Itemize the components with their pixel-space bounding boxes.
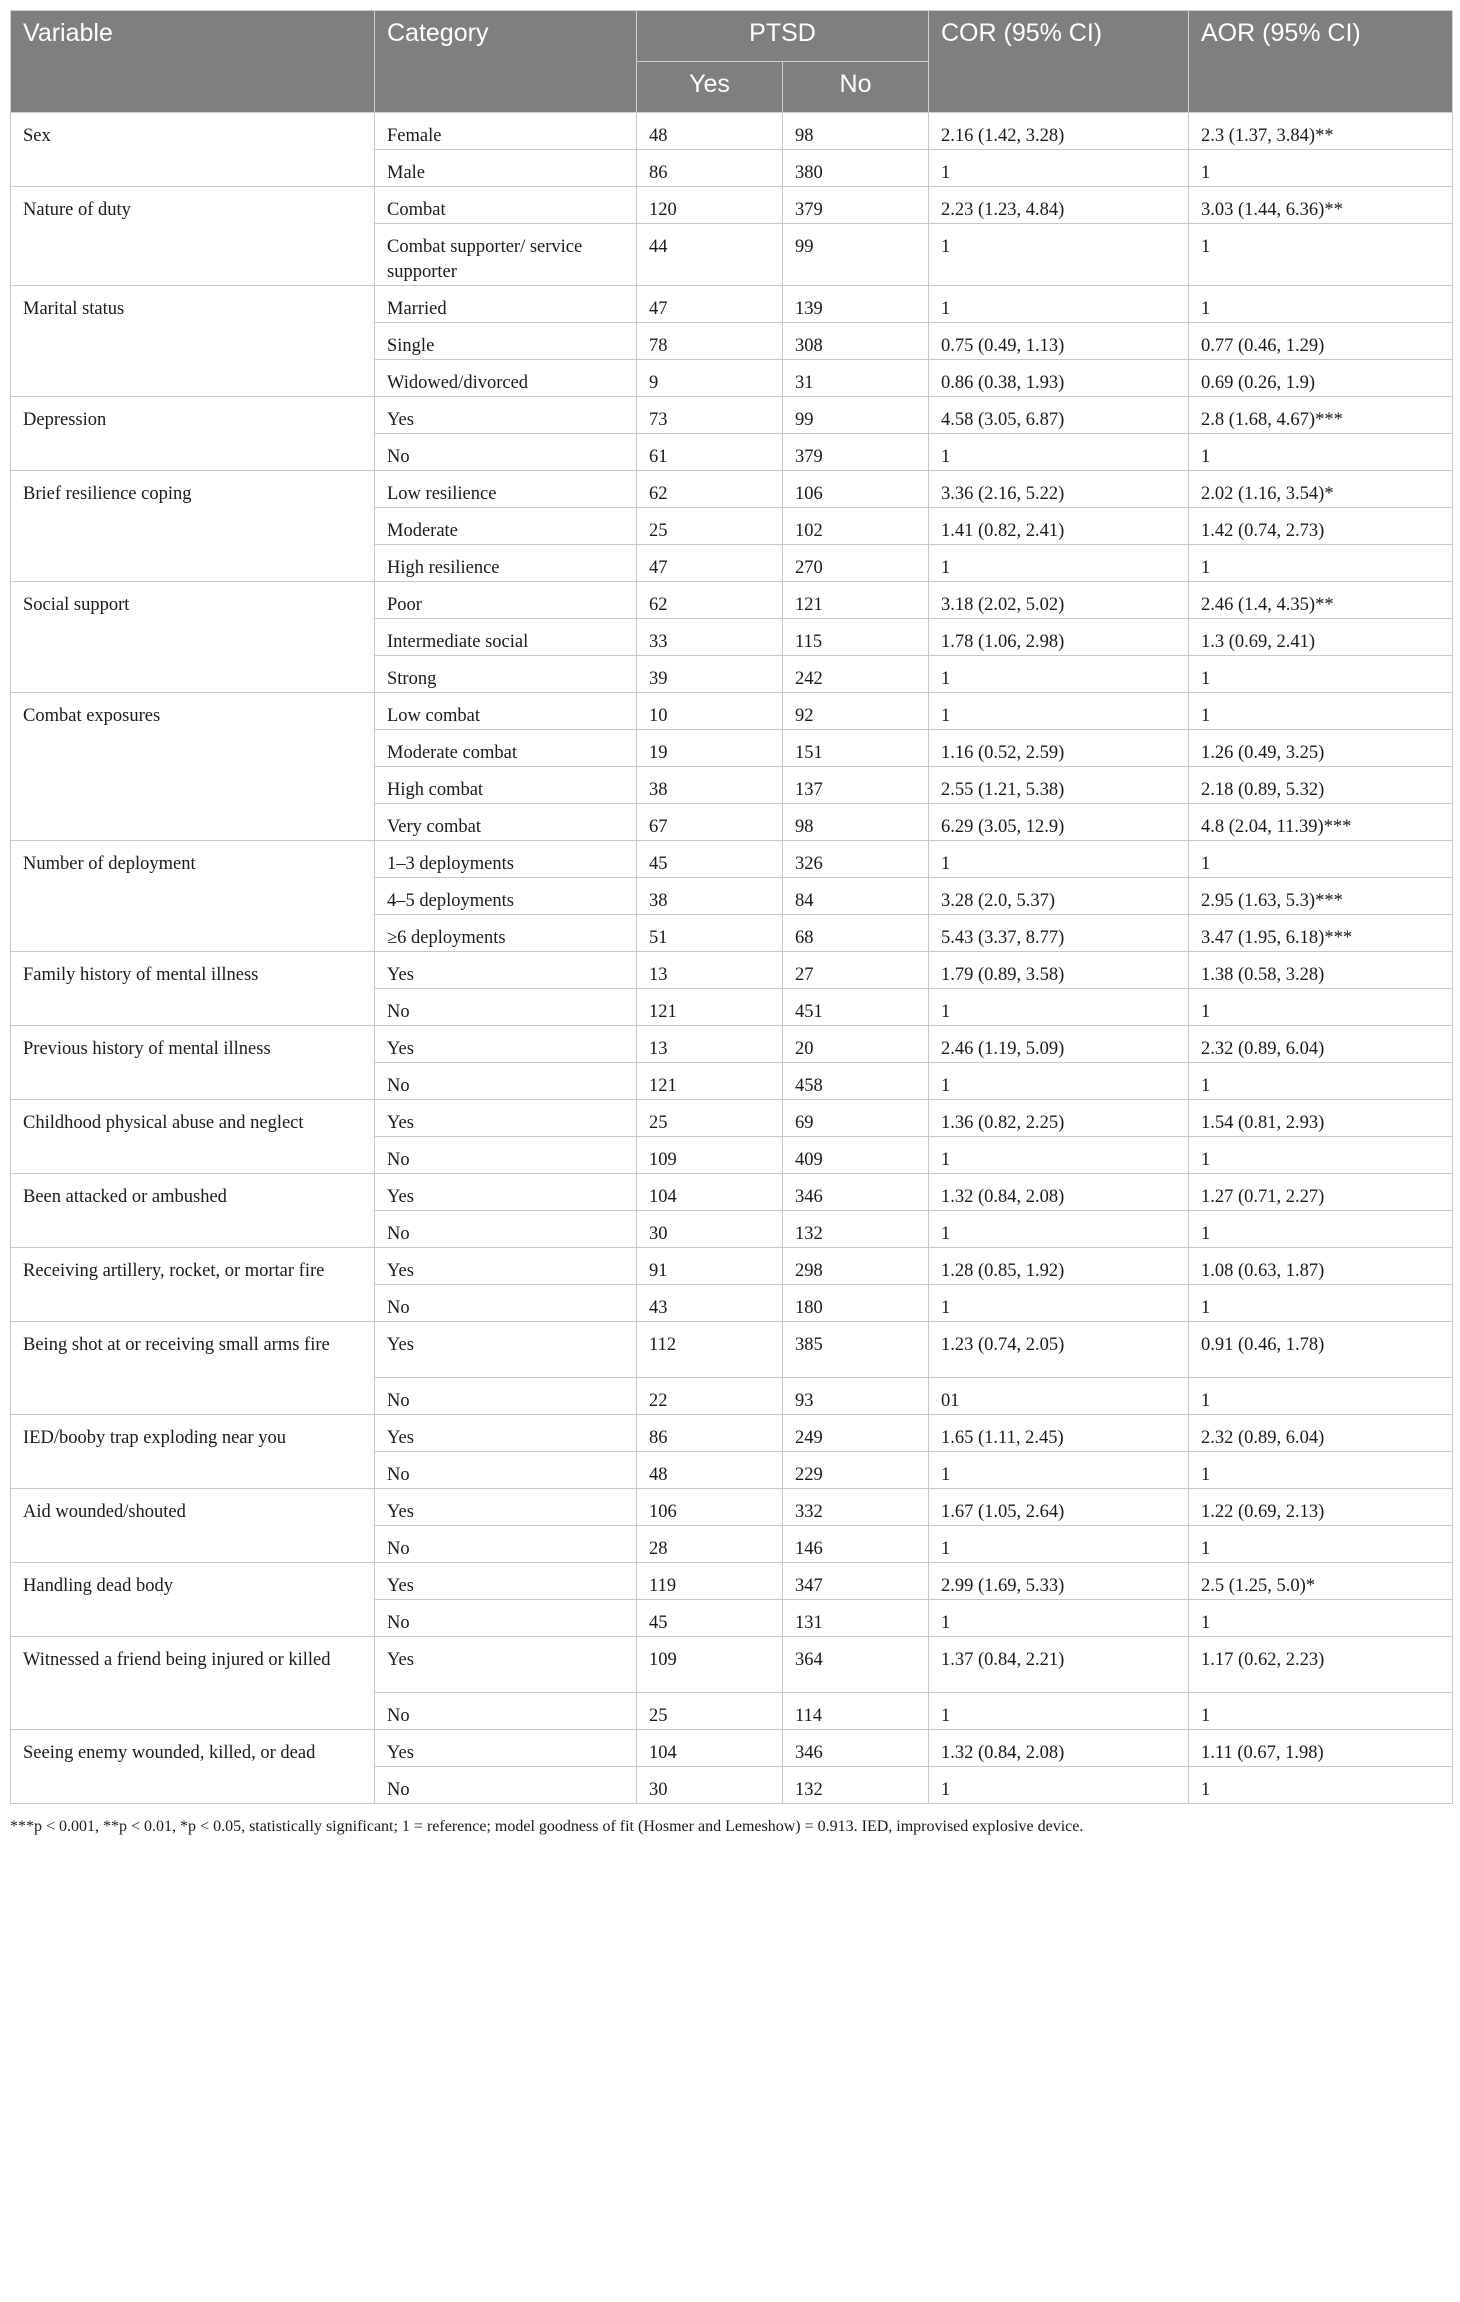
table-row: [11, 286, 1453, 323]
aor-cell: 2.95 (1.63, 5.3)***: [1189, 878, 1453, 915]
no-cell: 458: [783, 1063, 929, 1100]
aor-cell: 1.38 (0.58, 3.28): [1189, 952, 1453, 989]
yes-cell: 13: [637, 952, 783, 989]
aor-cell: 2.3 (1.37, 3.84)**: [1189, 113, 1453, 150]
cor-cell: 1: [929, 545, 1189, 582]
yes-cell: 120: [637, 187, 783, 224]
table-row: [11, 582, 1453, 619]
table-row: [11, 952, 1453, 989]
aor-cell: 2.5 (1.25, 5.0)*: [1189, 1563, 1453, 1600]
aor-cell: 0.77 (0.46, 1.29): [1189, 323, 1453, 360]
yes-cell: 39: [637, 656, 783, 693]
category-cell: Yes: [375, 1489, 637, 1526]
no-cell: 68: [783, 915, 929, 952]
cor-cell: 1.16 (0.52, 2.59): [929, 730, 1189, 767]
cor-cell: 1: [929, 150, 1189, 187]
aor-cell: 1.27 (0.71, 2.27): [1189, 1174, 1453, 1211]
no-cell: 346: [783, 1730, 929, 1767]
category-cell: Yes: [375, 1248, 637, 1285]
cor-cell: 6.29 (3.05, 12.9): [929, 804, 1189, 841]
yes-cell: 104: [637, 1174, 783, 1211]
cor-cell: 2.16 (1.42, 3.28): [929, 113, 1189, 150]
cor-cell: 1: [929, 693, 1189, 730]
yes-cell: 121: [637, 1063, 783, 1100]
no-cell: 409: [783, 1137, 929, 1174]
cor-cell: 1: [929, 1063, 1189, 1100]
aor-cell: 1: [1189, 1693, 1453, 1730]
yes-cell: 43: [637, 1285, 783, 1322]
cor-cell: 1: [929, 1285, 1189, 1322]
table-footnote: ***p < 0.001, **p < 0.01, *p < 0.05, statistically significant; 1 = reference; model goodness of fit (Hosmer and Lemeshow) = 0.913. IED, improvised explosive device.: [10, 1818, 1084, 1835]
yes-cell: 25: [637, 1693, 783, 1730]
no-cell: 132: [783, 1767, 929, 1804]
aor-cell: 2.32 (0.89, 6.04): [1189, 1415, 1453, 1452]
aor-cell: 1: [1189, 434, 1453, 471]
category-cell: Very combat: [375, 804, 637, 841]
category-cell: Single: [375, 323, 637, 360]
no-cell: 379: [783, 187, 929, 224]
cor-cell: 1: [929, 1137, 1189, 1174]
table-row: [11, 1415, 1453, 1452]
category-cell: Yes: [375, 397, 637, 434]
yes-cell: 30: [637, 1211, 783, 1248]
aor-cell: 1: [1189, 989, 1453, 1026]
cor-cell: 1: [929, 1693, 1189, 1730]
aor-cell: 1.54 (0.81, 2.93): [1189, 1100, 1453, 1137]
table-row: [11, 1322, 1453, 1378]
cor-cell: 1.37 (0.84, 2.21): [929, 1637, 1189, 1693]
category-cell: Intermediate social: [375, 619, 637, 656]
yes-cell: 48: [637, 1452, 783, 1489]
yes-cell: 33: [637, 619, 783, 656]
category-cell: High combat: [375, 767, 637, 804]
no-cell: 92: [783, 693, 929, 730]
no-cell: 98: [783, 804, 929, 841]
category-cell: No: [375, 1526, 637, 1563]
aor-cell: 2.8 (1.68, 4.67)***: [1189, 397, 1453, 434]
yes-cell: 78: [637, 323, 783, 360]
cor-cell: 1: [929, 989, 1189, 1026]
variable-cell: Sex: [11, 113, 375, 187]
variable-cell: Aid wounded/shouted: [11, 1489, 375, 1563]
category-cell: Yes: [375, 1174, 637, 1211]
cor-cell: 1.28 (0.85, 1.92): [929, 1248, 1189, 1285]
variable-cell: Depression: [11, 397, 375, 471]
variable-cell: Seeing enemy wounded, killed, or dead: [11, 1730, 375, 1804]
yes-cell: 73: [637, 397, 783, 434]
yes-cell: 22: [637, 1378, 783, 1415]
category-cell: Yes: [375, 1563, 637, 1600]
category-cell: Moderate: [375, 508, 637, 545]
yes-cell: 13: [637, 1026, 783, 1063]
cor-cell: 1.41 (0.82, 2.41): [929, 508, 1189, 545]
cor-cell: 5.43 (3.37, 8.77): [929, 915, 1189, 952]
table-row: [11, 397, 1453, 434]
table-body: [11, 113, 1453, 1804]
yes-cell: 38: [637, 878, 783, 915]
no-cell: 93: [783, 1378, 929, 1415]
table-row: [11, 113, 1453, 150]
yes-cell: 104: [637, 1730, 783, 1767]
cor-cell: 1: [929, 434, 1189, 471]
no-cell: 326: [783, 841, 929, 878]
variable-cell: Family history of mental illness: [11, 952, 375, 1026]
aor-cell: 1: [1189, 656, 1453, 693]
aor-cell: 2.32 (0.89, 6.04): [1189, 1026, 1453, 1063]
table-row: [11, 1100, 1453, 1137]
aor-cell: 1: [1189, 150, 1453, 187]
aor-cell: 1: [1189, 1137, 1453, 1174]
yes-cell: 112: [637, 1322, 783, 1378]
yes-cell: 119: [637, 1563, 783, 1600]
aor-cell: 2.18 (0.89, 5.32): [1189, 767, 1453, 804]
cor-cell: 2.46 (1.19, 5.09): [929, 1026, 1189, 1063]
no-cell: 131: [783, 1600, 929, 1637]
no-cell: 380: [783, 150, 929, 187]
yes-cell: 106: [637, 1489, 783, 1526]
yes-cell: 91: [637, 1248, 783, 1285]
yes-cell: 61: [637, 434, 783, 471]
cor-cell: 1.32 (0.84, 2.08): [929, 1174, 1189, 1211]
aor-cell: 2.46 (1.4, 4.35)**: [1189, 582, 1453, 619]
aor-cell: 1: [1189, 1063, 1453, 1100]
category-cell: Female: [375, 113, 637, 150]
header-cor: COR (95% CI): [929, 11, 1189, 113]
table-row: [11, 1248, 1453, 1285]
aor-cell: 1: [1189, 545, 1453, 582]
aor-cell: 1: [1189, 1211, 1453, 1248]
no-cell: 99: [783, 397, 929, 434]
no-cell: 332: [783, 1489, 929, 1526]
yes-cell: 48: [637, 113, 783, 150]
category-cell: No: [375, 989, 637, 1026]
header-ptsd-no: No: [783, 62, 929, 113]
aor-cell: 3.47 (1.95, 6.18)***: [1189, 915, 1453, 952]
no-cell: 27: [783, 952, 929, 989]
category-cell: Moderate combat: [375, 730, 637, 767]
yes-cell: 10: [637, 693, 783, 730]
variable-cell: Marital status: [11, 286, 375, 397]
cor-cell: 1.23 (0.74, 2.05): [929, 1322, 1189, 1378]
yes-cell: 109: [637, 1637, 783, 1693]
category-cell: Widowed/divorced: [375, 360, 637, 397]
cor-cell: 3.28 (2.0, 5.37): [929, 878, 1189, 915]
table-row: [11, 1730, 1453, 1767]
yes-cell: 121: [637, 989, 783, 1026]
cor-cell: 1: [929, 1600, 1189, 1637]
no-cell: 99: [783, 224, 929, 286]
yes-cell: 9: [637, 360, 783, 397]
yes-cell: 109: [637, 1137, 783, 1174]
category-cell: Yes: [375, 1100, 637, 1137]
category-cell: Poor: [375, 582, 637, 619]
category-cell: High resilience: [375, 545, 637, 582]
cor-cell: 1: [929, 286, 1189, 323]
no-cell: 102: [783, 508, 929, 545]
category-cell: Yes: [375, 1322, 637, 1378]
category-cell: Low combat: [375, 693, 637, 730]
category-cell: ≥6 deployments: [375, 915, 637, 952]
cor-cell: 1: [929, 841, 1189, 878]
no-cell: 121: [783, 582, 929, 619]
aor-cell: 1: [1189, 1452, 1453, 1489]
no-cell: 249: [783, 1415, 929, 1452]
variable-cell: Receiving artillery, rocket, or mortar fire: [11, 1248, 375, 1322]
category-cell: Strong: [375, 656, 637, 693]
category-cell: Yes: [375, 1637, 637, 1693]
no-cell: 151: [783, 730, 929, 767]
aor-cell: 1: [1189, 1378, 1453, 1415]
category-cell: Low resilience: [375, 471, 637, 508]
no-cell: 98: [783, 113, 929, 150]
cor-cell: 1: [929, 1211, 1189, 1248]
category-cell: Yes: [375, 952, 637, 989]
aor-cell: 0.91 (0.46, 1.78): [1189, 1322, 1453, 1378]
category-cell: Yes: [375, 1026, 637, 1063]
cor-cell: 1.32 (0.84, 2.08): [929, 1730, 1189, 1767]
category-cell: 1–3 deployments: [375, 841, 637, 878]
category-cell: No: [375, 1452, 637, 1489]
cor-cell: 1.36 (0.82, 2.25): [929, 1100, 1189, 1137]
cor-cell: 2.99 (1.69, 5.33): [929, 1563, 1189, 1600]
cor-cell: 1.78 (1.06, 2.98): [929, 619, 1189, 656]
yes-cell: 44: [637, 224, 783, 286]
no-cell: 451: [783, 989, 929, 1026]
cor-cell: 1: [929, 224, 1189, 286]
no-cell: 146: [783, 1526, 929, 1563]
no-cell: 364: [783, 1637, 929, 1693]
table-container: [10, 10, 1452, 1836]
category-cell: No: [375, 1767, 637, 1804]
cor-cell: 1: [929, 1452, 1189, 1489]
cor-cell: 2.55 (1.21, 5.38): [929, 767, 1189, 804]
no-cell: 298: [783, 1248, 929, 1285]
no-cell: 84: [783, 878, 929, 915]
aor-cell: 1.08 (0.63, 1.87): [1189, 1248, 1453, 1285]
table-row: [11, 693, 1453, 730]
table-row: [11, 471, 1453, 508]
yes-cell: 19: [637, 730, 783, 767]
aor-cell: 1.11 (0.67, 1.98): [1189, 1730, 1453, 1767]
ptsd-regression-table: [10, 10, 1453, 1804]
no-cell: 115: [783, 619, 929, 656]
variable-cell: IED/booby trap exploding near you: [11, 1415, 375, 1489]
category-cell: No: [375, 1693, 637, 1730]
table-row: [11, 1637, 1453, 1693]
aor-cell: 1: [1189, 1600, 1453, 1637]
no-cell: 69: [783, 1100, 929, 1137]
no-cell: 106: [783, 471, 929, 508]
cor-cell: 1.79 (0.89, 3.58): [929, 952, 1189, 989]
aor-cell: 1: [1189, 1767, 1453, 1804]
no-cell: 346: [783, 1174, 929, 1211]
variable-cell: Been attacked or ambushed: [11, 1174, 375, 1248]
cor-cell: 1: [929, 656, 1189, 693]
no-cell: 242: [783, 656, 929, 693]
header-category: Category: [375, 11, 637, 113]
aor-cell: 1: [1189, 224, 1453, 286]
no-cell: 132: [783, 1211, 929, 1248]
cor-cell: 4.58 (3.05, 6.87): [929, 397, 1189, 434]
header-ptsd: PTSD: [637, 11, 929, 62]
variable-cell: Previous history of mental illness: [11, 1026, 375, 1100]
cor-cell: 3.36 (2.16, 5.22): [929, 471, 1189, 508]
yes-cell: 86: [637, 150, 783, 187]
yes-cell: 25: [637, 508, 783, 545]
yes-cell: 45: [637, 841, 783, 878]
table-row: [11, 841, 1453, 878]
cor-cell: 0.75 (0.49, 1.13): [929, 323, 1189, 360]
yes-cell: 30: [637, 1767, 783, 1804]
table-row: [11, 1563, 1453, 1600]
category-cell: Yes: [375, 1415, 637, 1452]
aor-cell: 1.3 (0.69, 2.41): [1189, 619, 1453, 656]
table-row: [11, 1026, 1453, 1063]
table-header: [11, 11, 1453, 113]
table-row: [11, 1489, 1453, 1526]
aor-cell: 1.26 (0.49, 3.25): [1189, 730, 1453, 767]
cor-cell: 0.86 (0.38, 1.93): [929, 360, 1189, 397]
aor-cell: 1: [1189, 1526, 1453, 1563]
variable-cell: Social support: [11, 582, 375, 693]
aor-cell: 1.17 (0.62, 2.23): [1189, 1637, 1453, 1693]
variable-cell: Brief resilience coping: [11, 471, 375, 582]
category-cell: No: [375, 1137, 637, 1174]
aor-cell: 2.02 (1.16, 3.54)*: [1189, 471, 1453, 508]
category-cell: No: [375, 434, 637, 471]
category-cell: 4–5 deployments: [375, 878, 637, 915]
yes-cell: 28: [637, 1526, 783, 1563]
no-cell: 229: [783, 1452, 929, 1489]
no-cell: 139: [783, 286, 929, 323]
aor-cell: 1: [1189, 841, 1453, 878]
category-cell: Combat supporter/ service supporter: [375, 224, 637, 286]
header-ptsd-yes: Yes: [637, 62, 783, 113]
category-cell: No: [375, 1378, 637, 1415]
variable-cell: Being shot at or receiving small arms fire: [11, 1322, 375, 1415]
no-cell: 385: [783, 1322, 929, 1378]
cor-cell: 01: [929, 1378, 1189, 1415]
variable-cell: Combat exposures: [11, 693, 375, 841]
category-cell: No: [375, 1285, 637, 1322]
category-cell: Married: [375, 286, 637, 323]
no-cell: 31: [783, 360, 929, 397]
category-cell: Male: [375, 150, 637, 187]
aor-cell: 1.22 (0.69, 2.13): [1189, 1489, 1453, 1526]
category-cell: No: [375, 1211, 637, 1248]
no-cell: 20: [783, 1026, 929, 1063]
aor-cell: 4.8 (2.04, 11.39)***: [1189, 804, 1453, 841]
yes-cell: 86: [637, 1415, 783, 1452]
cor-cell: 2.23 (1.23, 4.84): [929, 187, 1189, 224]
yes-cell: 47: [637, 286, 783, 323]
yes-cell: 62: [637, 471, 783, 508]
aor-cell: 1: [1189, 1285, 1453, 1322]
variable-cell: Handling dead body: [11, 1563, 375, 1637]
no-cell: 379: [783, 434, 929, 471]
aor-cell: 3.03 (1.44, 6.36)**: [1189, 187, 1453, 224]
cor-cell: 1: [929, 1526, 1189, 1563]
yes-cell: 67: [637, 804, 783, 841]
aor-cell: 1: [1189, 693, 1453, 730]
category-cell: No: [375, 1600, 637, 1637]
no-cell: 114: [783, 1693, 929, 1730]
yes-cell: 51: [637, 915, 783, 952]
cor-cell: 1.67 (1.05, 2.64): [929, 1489, 1189, 1526]
aor-cell: 1.42 (0.74, 2.73): [1189, 508, 1453, 545]
cor-cell: 3.18 (2.02, 5.02): [929, 582, 1189, 619]
cor-cell: 1: [929, 1767, 1189, 1804]
aor-cell: 0.69 (0.26, 1.9): [1189, 360, 1453, 397]
no-cell: 270: [783, 545, 929, 582]
variable-cell: Number of deployment: [11, 841, 375, 952]
no-cell: 137: [783, 767, 929, 804]
no-cell: 347: [783, 1563, 929, 1600]
header-variable: Variable: [11, 11, 375, 113]
table-row: [11, 1174, 1453, 1211]
no-cell: 180: [783, 1285, 929, 1322]
yes-cell: 25: [637, 1100, 783, 1137]
category-cell: No: [375, 1063, 637, 1100]
yes-cell: 45: [637, 1600, 783, 1637]
header-aor: AOR (95% CI): [1189, 11, 1453, 113]
aor-cell: 1: [1189, 286, 1453, 323]
variable-cell: Childhood physical abuse and neglect: [11, 1100, 375, 1174]
cor-cell: 1.65 (1.11, 2.45): [929, 1415, 1189, 1452]
yes-cell: 62: [637, 582, 783, 619]
table-row: [11, 187, 1453, 224]
variable-cell: Witnessed a friend being injured or killed: [11, 1637, 375, 1730]
variable-cell: Nature of duty: [11, 187, 375, 286]
yes-cell: 47: [637, 545, 783, 582]
yes-cell: 38: [637, 767, 783, 804]
category-cell: Yes: [375, 1730, 637, 1767]
category-cell: Combat: [375, 187, 637, 224]
no-cell: 308: [783, 323, 929, 360]
